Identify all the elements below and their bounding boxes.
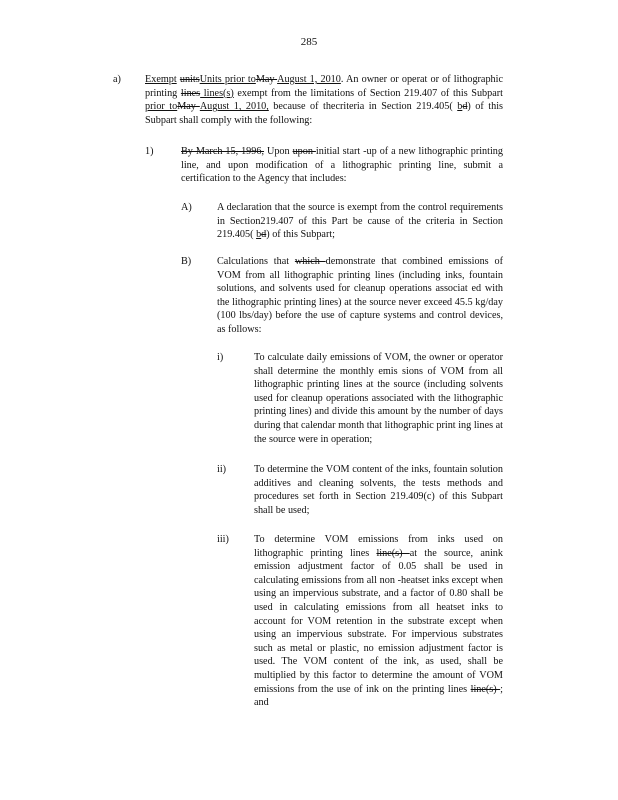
underlined-text: August 1, 2010, — [199, 101, 269, 113]
struck-text: which — [294, 256, 326, 267]
text-run: Upon — [264, 146, 293, 157]
item-A-label: A) — [181, 202, 192, 213]
struck-text: units — [179, 74, 200, 85]
underlined-text: b — [457, 101, 463, 113]
text-run: initial start -up of a new lithographic printing line, and upon modification of a lithographic printing line, submit a certification to the Agency that includes: — [181, 146, 503, 185]
text-run: ) of this Subpart; — [266, 229, 336, 241]
item-iii-label: iii) — [217, 534, 229, 545]
item-A-text — [217, 201, 503, 242]
item-iii-text — [254, 533, 503, 710]
text-run: Calculations that — [217, 256, 295, 267]
item-B-text — [217, 255, 503, 337]
underlined-text: lines(s) — [200, 87, 234, 99]
struck-text: upon — [292, 146, 316, 157]
underlined-text: prior to — [145, 101, 178, 113]
text-run: To calculate daily emissions of VOM, the owner or operator shall determine the monthly emis sions of VOM from all lithographic printing lines at the source (including solvents used for cleanup operations associated with the lithographic printing lines) and divide this amount by the number of days during that calendar month that lithographic print ing lines at the source were in operation; — [254, 352, 503, 445]
struck-text: May — [177, 101, 200, 113]
text-run: because of thecriteria in Section 219.405( — [268, 101, 458, 113]
item-i-label: i) — [217, 352, 224, 363]
struck-text: line(s) — [470, 683, 501, 695]
section-a-label: a) — [113, 74, 121, 85]
struck-text: By March 15, 1996, — [181, 146, 265, 157]
text-run: . An owner or operat or of lithographic printing — [145, 74, 503, 99]
underlined-text: August 1, 2010 — [277, 74, 341, 85]
item-1-label: 1) — [145, 146, 154, 157]
item-i-text — [254, 351, 503, 446]
section-a-text — [145, 73, 503, 127]
item-1-text — [181, 145, 503, 186]
page-number: 285 — [300, 36, 318, 48]
text-run: A declaration that the source is exempt from the control requirements in Section219.407 of this Part be cause of the criteria in Section 219.405( — [217, 202, 503, 241]
text-run: exempt from the limitations of Section 219.407 of this Subpart — [233, 87, 503, 99]
struck-text: d — [462, 101, 468, 113]
item-ii-text — [254, 463, 503, 517]
text-run: ; and — [254, 683, 504, 709]
struck-text: lines — [180, 87, 201, 99]
text-run: at the source, anink emission adjustment factor of 0.05 shall be used in calculating emissions from all non -heatset inks except when using an impervious substrate, and a factor of 0.80 shall be used in calculating emissions from all heatset inks to account for VOM retention in the substrate except when using an impervious substrate. For impervious substrates such as metal or plastic, no emission adjustment factor is used. The VOM content of the ink, as used, shall be multiplied by this factor to determine the amount of VOM emissions from the use of ink on the printing lines — [254, 547, 503, 695]
struck-text: May — [255, 74, 278, 85]
text-run: To determine the VOM content of the inks, fountain solution additives and cleaning solvents, the tests methods and procedures set forth in Section 219.409(c) of this Subpart shall be used; — [254, 464, 503, 516]
text-run: ) of this Subpart shall comply with the following: — [145, 101, 503, 126]
struck-text: line(s) — [376, 547, 410, 559]
item-ii-label: ii) — [217, 464, 227, 475]
underlined-text: b — [256, 229, 262, 241]
underlined-text: Units prior to — [199, 74, 256, 85]
text-run: To determine VOM emissions from inks used on lithographic printing lines — [254, 534, 503, 559]
text-run: demonstrate that combined emissions of VOM from all lithographic printing lines (including inks, fountain solutions, and solvents used for cleanup operations associat ed with the lithographic printing lines) at the source never exceed 45.5 kg/day (100 lbs/day) before the use of capture systems and control devices, as follows: — [217, 256, 503, 335]
underlined-text: Exempt — [145, 74, 177, 85]
struck-text: d — [261, 229, 267, 241]
item-B-label: B) — [181, 256, 192, 267]
